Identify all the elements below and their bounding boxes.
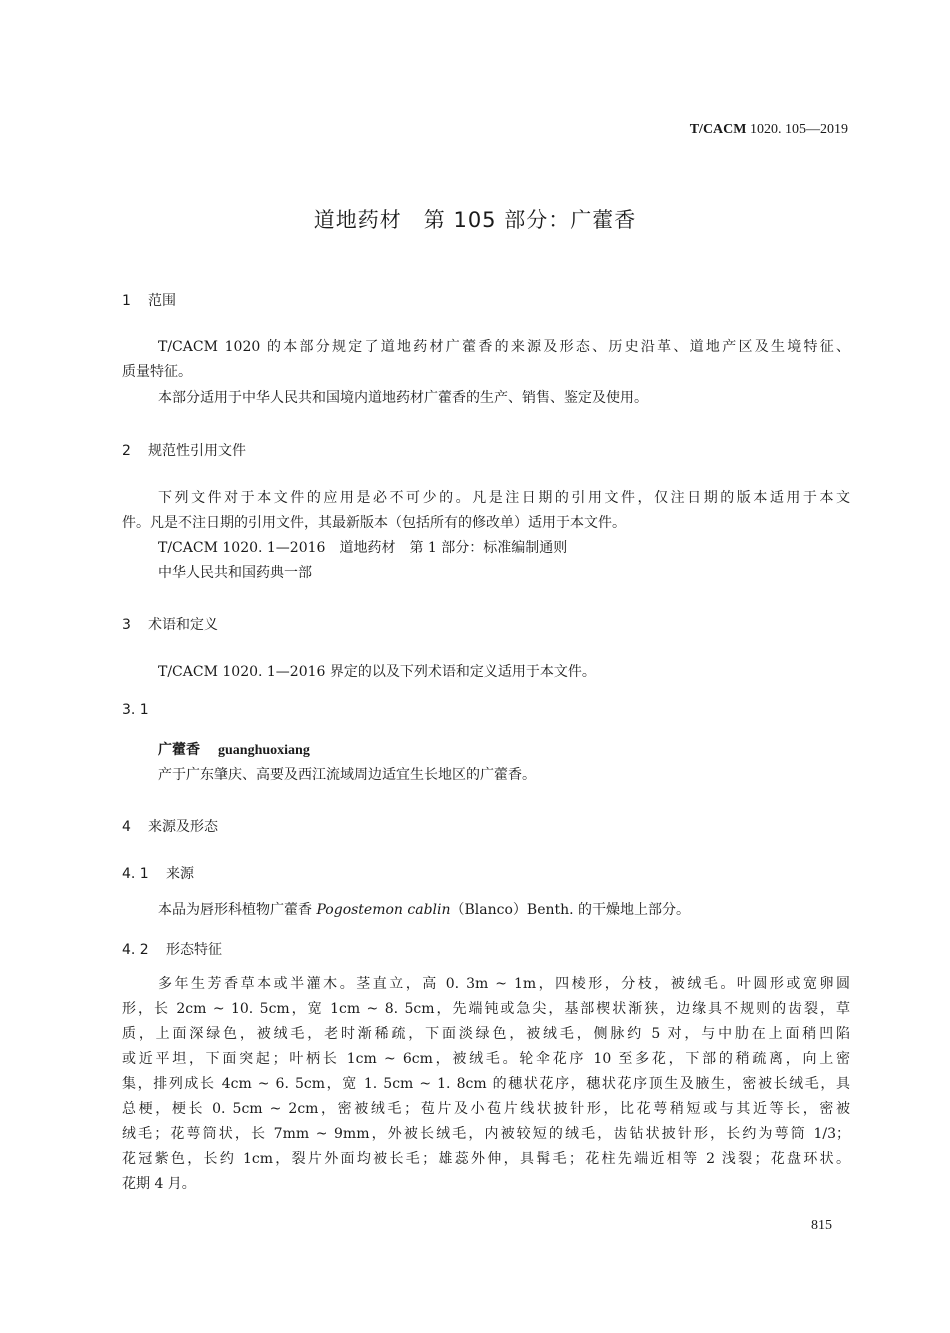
section-heading-2 <box>122 440 246 460</box>
paragraph: 本部分适用于中华人民共和国境内道地药材广藿香的生产、销售、鉴定及使用。 <box>158 390 648 406</box>
term-entry <box>122 738 886 763</box>
morphology-line: 花期 4 月。 <box>122 1176 196 1192</box>
section-title: 术语和定义 <box>148 617 218 633</box>
page-title: 道地药材 第 105 部分：广藿香 <box>313 208 637 232</box>
morphology-line: 质，上面深绿色，被绒毛，老时渐稀疏，下面淡绿色，被绒毛，侧脉约 5 对，与中肋在上面稍凹陷 <box>122 1026 850 1042</box>
reference-item: T/CACM 1020. 1—2016 道地药材 第 1 部分：标准编制通则 <box>158 540 568 556</box>
subsection-title: 形态特征 <box>166 942 222 958</box>
subsection-heading-4-1 <box>122 863 194 883</box>
term-chinese: 广藿香 <box>158 742 200 758</box>
subsection-number: 4. 1 <box>122 866 149 882</box>
reference-item: 中华人民共和国药典一部 <box>158 565 312 581</box>
section-title: 规范性引用文件 <box>148 443 246 459</box>
source-text: 本品为唇形科植物广藿香 <box>158 902 317 918</box>
section-heading-4 <box>122 816 218 836</box>
section-number: 3 <box>122 617 131 633</box>
section-title: 来源及形态 <box>148 819 218 835</box>
code-prefix: T/CACM <box>689 122 747 137</box>
morphology-line: 绒毛；花萼筒状，长 7mm ~ 9mm，外被长绒毛，内被较短的绒毛，齿钻状披针形，长约为萼筒 1/3； <box>122 1126 850 1142</box>
morphology-line: 集，排列成长 4cm ~ 6. 5cm，宽 1. 5cm ~ 1. 8cm 的穗状花序，穗状花序顶生及腋生，密被长绒毛，具 <box>122 1076 850 1092</box>
paragraph-line: 质量特征。 <box>122 364 192 380</box>
document-code <box>690 122 848 138</box>
paragraph-line: 件。凡是不注日期的引用文件，其最新版本（包括所有的修改单）适用于本文件。 <box>122 515 626 531</box>
subsection-number: 3. 1 <box>122 702 149 718</box>
code-number: 1020. 105—2019 <box>750 122 848 137</box>
morphology-line: 花冠紫色，长约 1cm，裂片外面均被长毛；雄蕊外伸，具髯毛；花柱先端近相等 2 浅裂；花盘环状。 <box>122 1151 850 1167</box>
paragraph: T/CACM 1020. 1—2016 界定的以及下列术语和定义适用于本文件。 <box>158 664 596 680</box>
morphology-line: 多年生芳香草本或半灌木。茎直立，高 0. 3m ~ 1m，四棱形，分枝，被绒毛。叶圆形或宽卵圆 <box>158 976 850 992</box>
page-number: 815 <box>811 1218 832 1233</box>
latin-name: Pogostemon cablin <box>316 902 451 918</box>
section-number: 2 <box>122 443 131 459</box>
term-pinyin: guanghuoxiang <box>218 743 310 758</box>
subsection-heading-4-2 <box>122 939 222 959</box>
source-text-end: （Blanco）Benth. 的干燥地上部分。 <box>450 902 691 918</box>
paragraph-line: T/CACM 1020 的本部分规定了道地药材广藿香的来源及形态、历史沿革、道地产区及生境特征、 <box>158 339 850 355</box>
morphology-line: 或近平坦，下面突起；叶柄长 1cm ~ 6cm，被绒毛。轮伞花序 10 至多花，下部的稍疏离，向上密 <box>122 1051 850 1067</box>
source-paragraph <box>122 898 886 923</box>
morphology-line: 总梗，梗长 0. 5cm ~ 2cm，密被绒毛；苞片及小苞片线状披针形，比花萼稍短或与其近等长，密被 <box>122 1101 850 1117</box>
subsection-title: 来源 <box>166 866 194 882</box>
term-definition: 产于广东肇庆、高要及西江流域周边适宜生长地区的广藿香。 <box>158 767 536 783</box>
morphology-line: 形，长 2cm ~ 10. 5cm，宽 1cm ~ 8. 5cm，先端钝或急尖，基部楔状渐狭，边缘具不规则的齿裂，草 <box>122 1001 850 1017</box>
section-heading-1 <box>122 290 176 310</box>
subsection-number: 4. 2 <box>122 942 149 958</box>
section-number: 1 <box>122 293 131 309</box>
section-title: 范围 <box>148 293 176 309</box>
paragraph-line: 下列文件对于本文件的应用是必不可少的。凡是注日期的引用文件，仅注日期的版本适用于本文 <box>158 490 850 506</box>
section-number: 4 <box>122 819 131 835</box>
section-heading-3 <box>122 614 218 634</box>
